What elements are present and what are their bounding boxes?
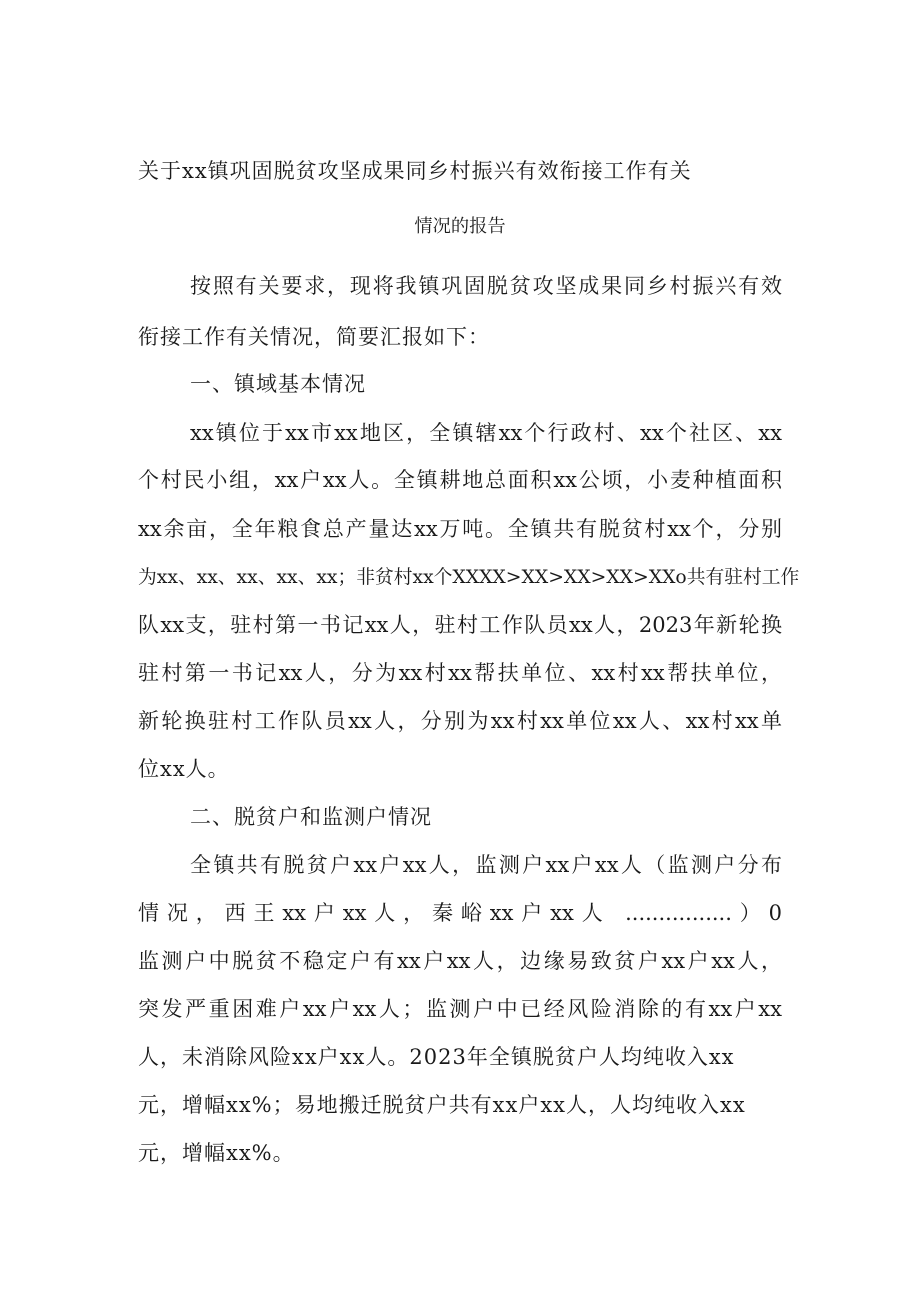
intro-line-1: 按照有关要求，现将我镇巩固脱贫攻坚成果同乡村振兴有效 [190, 274, 782, 298]
section-1-heading: 一、镇域基本情况 [190, 372, 366, 396]
section-2-line-6: 元，增幅xx%；易地搬迁脱贫户共有xx户xx人，人均纯收入xx [138, 1093, 746, 1117]
section-2-line-2: 情况，西王xx户xx人，秦峪xx户xx人 ................）0 [138, 901, 782, 925]
section-1-line-5: 队xx支，驻村第一书记xx人，驻村工作队员xx人，2023年新轮换 [138, 613, 782, 637]
section-1-line-7: 新轮换驻村工作队员xx人，分别为xx村xx单位xx人、xx村xx单 [138, 709, 782, 733]
section-2-line-1: 全镇共有脱贫户xx户xx人，监测户xx户xx人（监测户分布 [190, 853, 782, 877]
section-2-line-5: 人，未消除风险xx户xx人。2023年全镇脱贫户人均纯收入xx [138, 1045, 735, 1069]
section-2-line-7: 元，增幅xx%。 [138, 1141, 295, 1165]
intro-line-2: 衔接工作有关情况，简要汇报如下： [138, 325, 490, 349]
section-1-line-3: xx余亩，全年粮食总产量达xx万吨。全镇共有脱贫村xx个，分别 [138, 517, 782, 541]
section-1-line-4: 为xx、xx、xx、xx、xx；非贫村xx个XXXX>XX>XX>XX>XXo共有驻村工作 [138, 567, 800, 588]
section-2-line-4: 突发严重困难户xx户xx人；监测户中已经风险消除的有xx户xx [138, 997, 782, 1021]
section-1-line-2: 个村民小组，xx户xx人。全镇耕地总面积xx公顷，小麦种植面积 [138, 468, 782, 492]
section-1-line-1: xx镇位于xx市xx地区，全镇辖xx个行政村、xx个社区、xx [190, 421, 782, 445]
title-line-1: 关于xx镇巩固脱贫攻坚成果同乡村振兴有效衔接工作有关 [138, 159, 692, 183]
section-2-line-3: 监测户中脱贫不稳定户有xx户xx人，边缘易致贫户xx户xx人， [138, 949, 782, 973]
section-2-heading: 二、脱贫户和监测户情况 [190, 805, 432, 829]
section-1-line-6: 驻村第一书记xx人，分为xx村xx帮扶单位、xx村xx帮扶单位， [138, 661, 782, 685]
section-1-line-8: 位xx人。 [138, 757, 230, 781]
title-line-2: 情况的报告 [414, 216, 506, 237]
